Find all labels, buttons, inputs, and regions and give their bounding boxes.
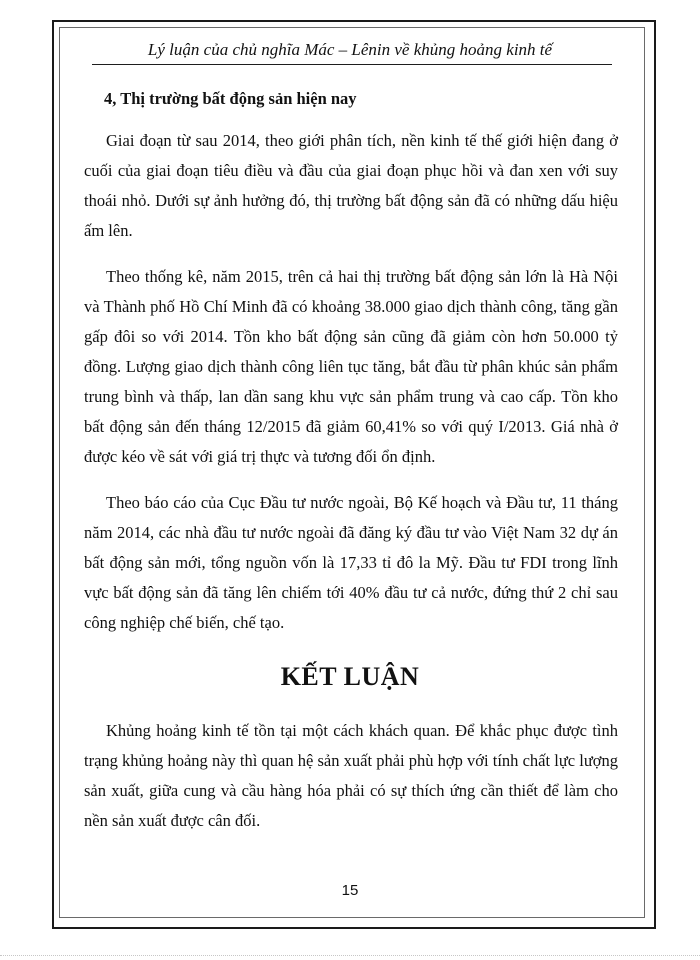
conclusion-paragraph: Khủng hoảng kinh tế tồn tại một cách khách quan. Để khắc phục được tình trạng khủng hoảng này thì quan hệ sản xuất phải phù hợp với tính chất lực lượng sản xuất, giữa cung và cầu hàng hóa phải có sự thích ứng cần thiết để làm cho nền sản xuất được cân đối. — [84, 721, 618, 830]
running-header: Lý luận của chủ nghĩa Mác – Lênin về khủng hoảng kinh tế — [147, 40, 553, 59]
bottom-dotted-line — [0, 955, 700, 956]
paragraph-1: Giai đoạn từ sau 2014, theo giới phân tích, nền kinh tế thế giới hiện đang ở cuối của giai đoạn tiêu điều và đầu của giai đoạn phục hồi và đan xen với suy thoái nhỏ. Dưới sự ảnh hưởng đó, thị trường bất động sản đã có những dấu hiệu ấm lên. — [84, 131, 618, 240]
section-body — [84, 84, 618, 654]
paragraph-2: Theo thống kê, năm 2015, trên cả hai thị trường bất động sản lớn là Hà Nội và Thành phố Hồ Chí Minh đã có khoảng 38.000 giao dịch thành công, tăng gần gấp đôi so với 2014. Tồn kho bất động sản cũng đã giảm còn hơn 50.000 tỷ đồng. Lượng giao dịch thành công liên tục tăng, bắt đầu từ phân khúc sản phẩm trung bình và thấp, lan dần sang khu vực sản phẩm trung và cao cấp. Tồn kho bất động sản đến tháng 12/2015 đã giảm 60,41% so với quý I/2013. Giá nhà ở được kéo về sát với giá trị thực và tương đối ổn định. — [84, 267, 618, 466]
page-number: 15 — [341, 882, 359, 899]
paragraph-3: Theo báo cáo của Cục Đầu tư nước ngoài, Bộ Kế hoạch và Đầu tư, 11 tháng năm 2014, các nhà đầu tư nước ngoài đã đăng ký đầu tư vào Việt Nam 32 dự án bất động sản mới, tổng nguồn vốn là 17,33 tỉ đô la Mỹ. Đầu tư FDI trong lĩnh vực bất động sản đã tăng lên chiếm tới 40% đầu tư cả nước, đứng thứ 2 chỉ sau công nghiệp chế biến, chế tạo. — [84, 493, 618, 632]
header-rule — [92, 64, 612, 65]
conclusion-title: KẾT LUẬN — [280, 662, 420, 691]
conclusion-body — [84, 716, 618, 852]
section-heading: 4, Thị trường bất động sản hiện nay — [104, 89, 357, 108]
